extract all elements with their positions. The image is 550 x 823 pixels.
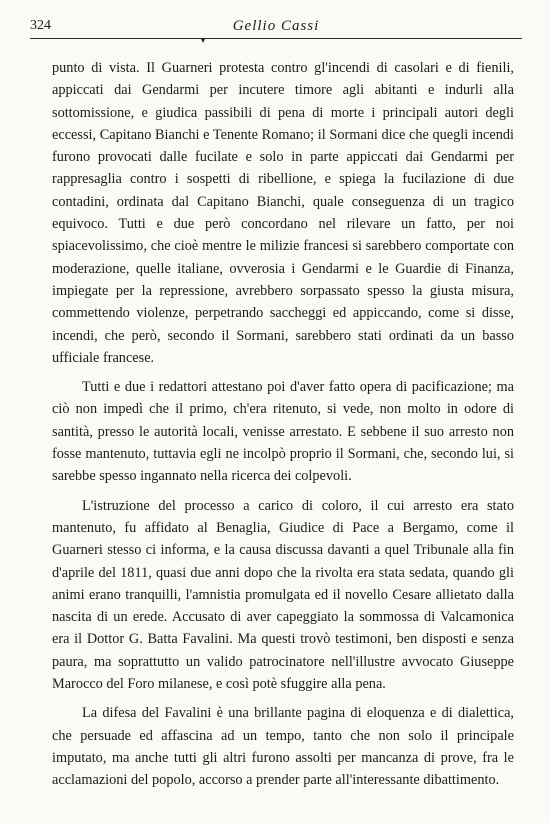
paragraph-4: La difesa del Favalini è una brillante pagina di eloquenza e di dialettica, che persuade ed affascina ad un tempo, tanto che non solo il principale imputato, ma anche tutti gli altri furono assolti per mancanza di prove, fra le acclamazioni del popolo, accorso a prender parte all'interessante dibattimento. xyxy=(52,705,514,789)
paragraph-1: punto di vista. Il Guarneri protesta contro gl'incendi di casolari e di fienili, appiccati dai Gendarmi per incutere timore agli abitanti e indurli alla sottomissione, e giudica passibili di pena di morte i principali autori degli eccessi, Capitano Bianchi e Tenente Romano; il Sormani dice che quegli incendi furono provocati dalle fucilate e solo in parte appiccati dai Gendarmi per rappresaglia contro i sospetti di ribellione, e spiega la fucilazione di due contadini, ordinata dal Capitano Bianchi, quale conseguenza di un tragico equivoco. Tutti e due però concordano nel rilevare un fatto, per noi spiacevolissimo, che cioè mentre le milizie francesi si sarebbero comportate con moderazione, quelle italiane, ovverosia i Gendarmi e le Guardie di Finanza, impiegate per la repressione, avrebbero sorpassato spesso la giusta misura, commettendo violenze, perpetrando saccheggi ed appiccando, come si disse, incendi, che però, secondo il Sormani, sarebbero stati ordinati da un basso ufficiale francese. xyxy=(52,60,514,366)
running-title: Gellio Cassi xyxy=(232,18,320,34)
page-number: 324 xyxy=(30,18,51,33)
paragraph-3: L'istruzione del processo a carico di coloro, il cui arresto era stato mantenuto, fu affidato al Benaglia, Giudice di Pace a Bergamo, come il Guarneri stesso ci informa, e la causa discussa davanti a quel Tribunale alla fin d'aprile del 1811, quasi due anni dopo che la rivolta era stata sedata, quando gli animi erano tranquilli, l'amnistia promulgata ed il novello Cesare allietato dalla nascita di un erede. Accusato di aver capeggiato la sommossa di Valcamonica era il Dottor G. Batta Favalini. Ma questi trovò testimoni, ben disposti e senza paura, ma soprattutto un valido patrocinatore nell'illustre avvocato Giuseppe Marocco del Foro milanese, e così potè sfuggire alla pena. xyxy=(52,497,514,693)
paragraph-2: Tutti e due i redattori attestano poi d'aver fatto opera di pacificazione; ma ciò non impedì che il primo, ch'era ritenuto, si vede, non molto in odore di santità, presso le autorità locali, venisse arrestato. E sebbene il suo arresto non fosse mantenuto, tuttavia egli ne incolpò proprio il Sormani, che, secondo lui, si sarebbe spesso ingannato nella ricerca dei colpevoli. xyxy=(52,379,514,485)
printer-mark: ▾ xyxy=(201,36,206,45)
body-text xyxy=(52,57,514,792)
page-header xyxy=(30,16,522,39)
